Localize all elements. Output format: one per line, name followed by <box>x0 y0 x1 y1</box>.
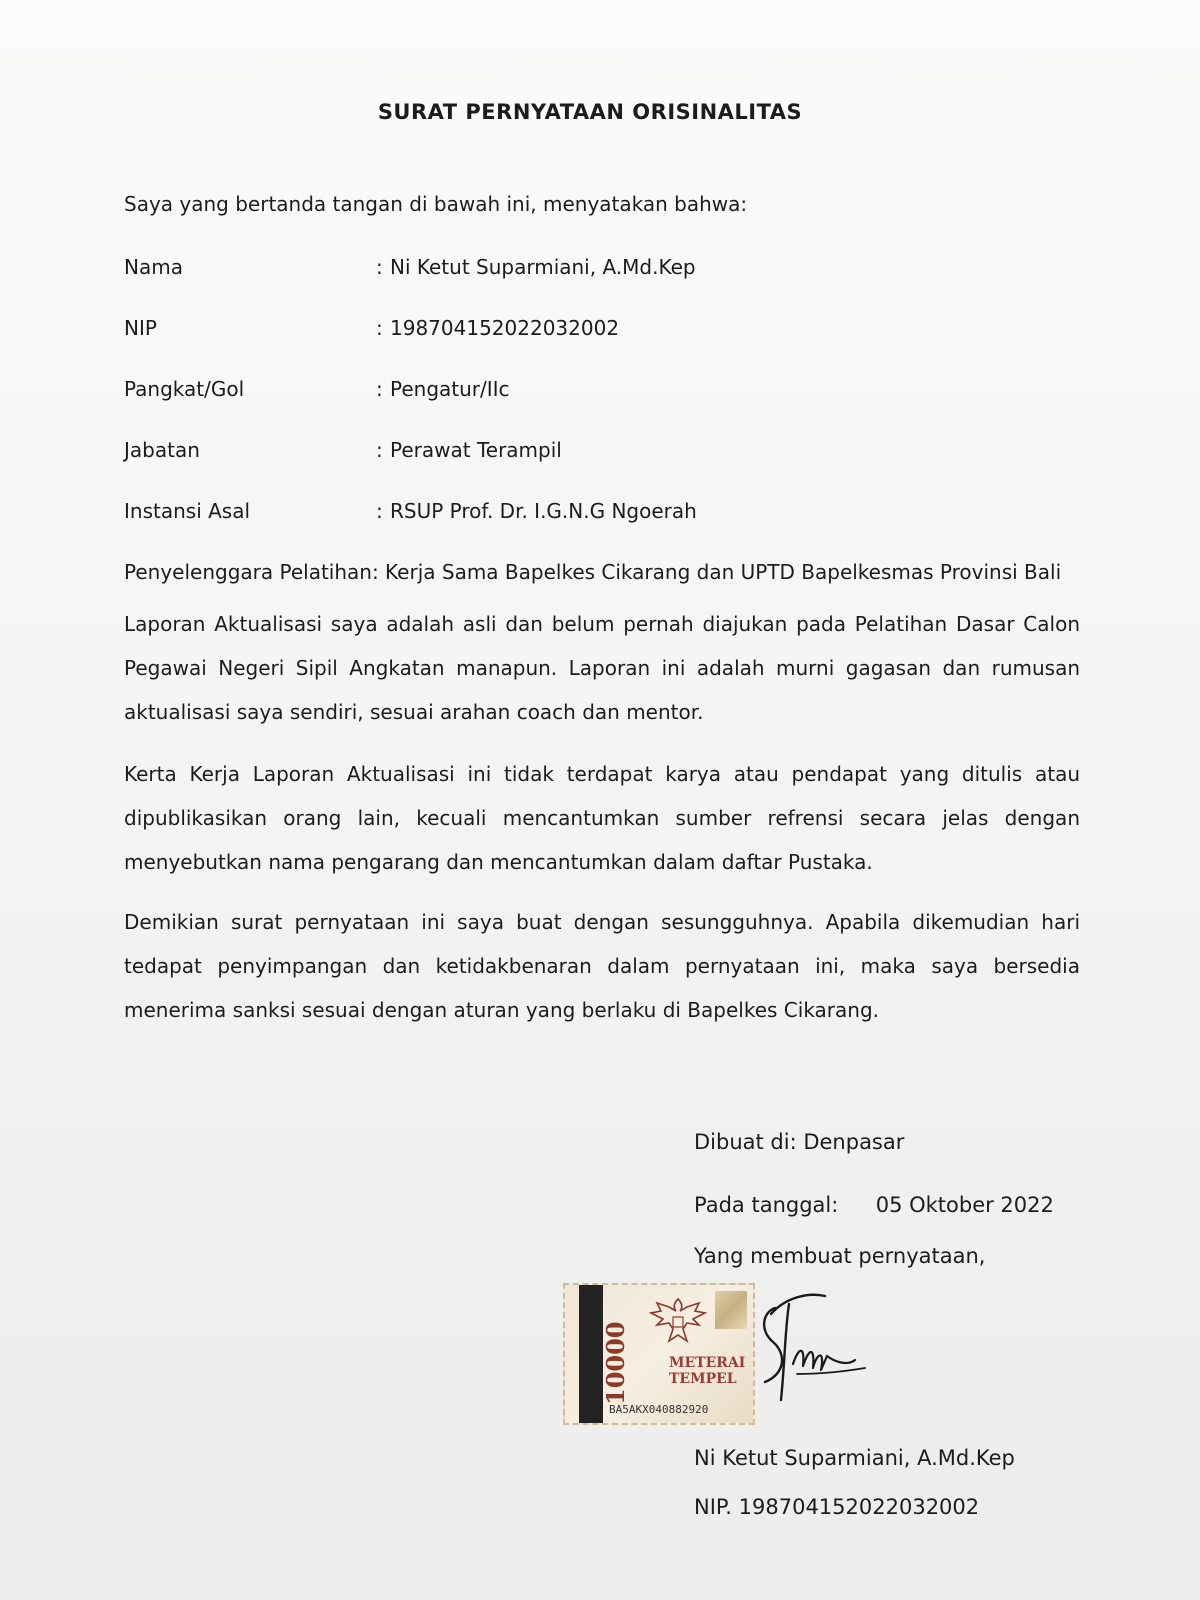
field-value: 198704152022032002 <box>390 316 620 340</box>
meterai-stamp <box>563 1283 755 1425</box>
field-label: Instansi Asal <box>124 499 251 523</box>
field-value: Ni Ketut Suparmiani, A.Md.Kep <box>390 255 696 279</box>
stamp-security-strip <box>579 1285 603 1425</box>
field-nip: NIP : 198704152022032002 <box>124 316 620 340</box>
paragraph-closing: Demikian surat pernyataan ini saya buat dengan sesungguhnya. Apabila dikemudian hari tedapat penyimpangan dan ketidakbenaran dalam pernyataan ini, maka saya bersedia menerima sanksi sesuai dengan aturan yang berlaku di Bapelkes Cikarang. <box>124 910 1080 1022</box>
field-pangkat-gol: Pangkat/Gol : Pengatur/IIc <box>124 377 510 401</box>
intro-text: Saya yang bertanda tangan di bawah ini, menyatakan bahwa: <box>124 192 748 216</box>
stamp-serial: BA5AKX040882920 <box>609 1403 709 1416</box>
field-value: RSUP Prof. Dr. I.G.N.G Ngoerah <box>390 499 697 523</box>
field-value: Perawat Terampil <box>390 438 562 462</box>
field-instansi-asal: Instansi Asal : RSUP Prof. Dr. I.G.N.G Ngoerah <box>124 499 697 523</box>
document-title: SURAT PERNYATAAN ORISINALITAS <box>377 100 803 124</box>
organizer-text: Penyelenggara Pelatihan: Kerja Sama Bapelkes Cikarang dan UPTD Bapelkesmas Provinsi Bali <box>124 560 1062 584</box>
field-value: Pengatur/IIc <box>390 377 510 401</box>
paragraph-originality: Laporan Aktualisasi saya adalah asli dan belum pernah diajukan pada Pelatihan Dasar Calon Pegawai Negeri Sipil Angkatan manapun. Laporan ini adalah murni gagasan dan rumusan aktualisasi saya sendiri, sesuai arahan coach dan mentor. <box>124 612 1080 724</box>
stamp-label: METERAI TEMPEL <box>669 1355 746 1387</box>
closing-text: Yang membuat pernyataan, <box>694 1244 986 1268</box>
signer-nip: NIP. 198704152022032002 <box>694 1495 980 1519</box>
field-jabatan: Jabatan : Perawat Terampil <box>124 438 562 462</box>
handwritten-signature <box>755 1290 875 1410</box>
signing-date <box>694 1193 1054 1217</box>
stamp-hologram <box>715 1291 747 1329</box>
field-nama: Nama : Ni Ketut Suparmiani, A.Md.Kep <box>124 255 696 279</box>
signing-place: Dibuat di: Denpasar <box>694 1130 905 1154</box>
signer-name: Ni Ketut Suparmiani, A.Md.Kep <box>694 1446 1015 1470</box>
stamp-value: 10000 <box>601 1321 630 1405</box>
field-label: Jabatan <box>124 438 200 462</box>
paragraph-references: Kerta Kerja Laporan Aktualisasi ini tidak terdapat karya atau pendapat yang ditulis atau dipublikasikan orang lain, kecuali mencantumkan sumber refrensi secara jelas dengan menyebutkan nama pengarang dan mencantumkan dalam daftar Pustaka. <box>124 762 1080 874</box>
date-value: 05 Oktober 2022 <box>875 1193 1054 1217</box>
field-label: Pangkat/Gol <box>124 377 245 401</box>
field-label: NIP <box>124 316 157 340</box>
field-label: Nama <box>124 255 183 279</box>
date-label: Pada tanggal: <box>694 1193 839 1217</box>
garuda-emblem-icon <box>643 1293 713 1353</box>
